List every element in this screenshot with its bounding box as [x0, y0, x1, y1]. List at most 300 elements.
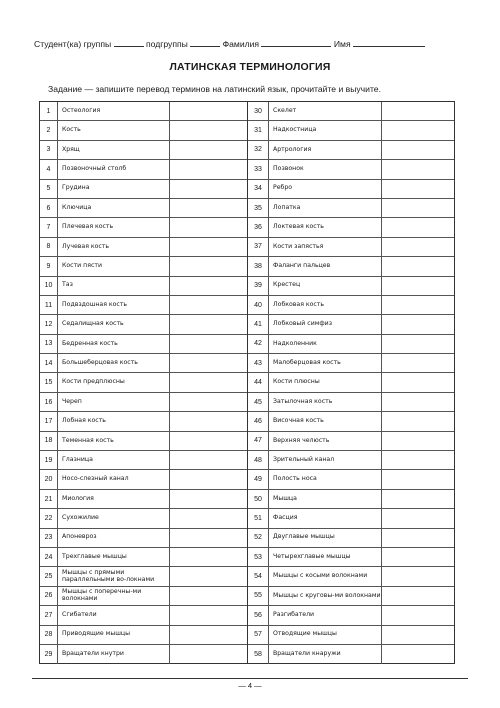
russian-term	[269, 529, 382, 547]
group-blank	[114, 38, 144, 47]
latin-answer-cell[interactable]	[382, 199, 454, 217]
table-row	[248, 199, 454, 218]
table-row	[248, 451, 454, 470]
row-number: 55	[248, 587, 269, 605]
term-text: Локтевая кость	[273, 223, 324, 231]
russian-term	[269, 296, 382, 314]
row-number: 43	[248, 354, 269, 372]
russian-term	[269, 470, 382, 488]
row-number: 5	[40, 180, 58, 198]
row-number: 28	[40, 626, 58, 644]
russian-term	[269, 373, 382, 391]
row-number: 42	[248, 335, 269, 353]
russian-term	[58, 238, 170, 256]
term-text: Сухожилие	[62, 514, 99, 522]
row-number: 36	[248, 218, 269, 236]
row-number: 16	[40, 393, 58, 411]
term-text: Теменная кость	[62, 436, 114, 444]
russian-term	[58, 393, 170, 411]
russian-term	[58, 141, 170, 159]
table-row	[40, 335, 247, 354]
row-number: 47	[248, 432, 269, 450]
russian-term	[58, 218, 170, 236]
russian-term	[58, 412, 170, 430]
term-text: Вращатели кнаружи	[273, 650, 341, 658]
row-number: 8	[40, 238, 58, 256]
term-text: Скелет	[273, 106, 297, 114]
row-number: 24	[40, 548, 58, 566]
russian-term	[269, 412, 382, 430]
term-text: Кости плюсны	[273, 378, 320, 386]
russian-term	[269, 141, 382, 159]
russian-term	[58, 451, 170, 469]
row-number: 49	[248, 470, 269, 488]
latin-answer-cell[interactable]	[170, 567, 247, 585]
term-text: Носо-слезный канал	[62, 475, 129, 483]
latin-answer-cell[interactable]	[170, 626, 247, 644]
row-number: 37	[248, 238, 269, 256]
latin-answer-cell[interactable]	[170, 606, 247, 624]
footer-divider	[32, 678, 468, 679]
row-number: 7	[40, 218, 58, 236]
russian-term	[269, 490, 382, 508]
row-number: 18	[40, 432, 58, 450]
term-text: Подвздошная кость	[62, 300, 128, 308]
table-row	[40, 412, 247, 431]
russian-term	[269, 548, 382, 566]
row-number: 4	[40, 160, 58, 178]
latin-answer-cell[interactable]	[170, 141, 247, 159]
row-number: 41	[248, 315, 269, 333]
russian-term	[58, 257, 170, 275]
table-row	[248, 354, 454, 373]
row-number: 54	[248, 567, 269, 585]
russian-term	[269, 199, 382, 217]
table-row	[248, 432, 454, 451]
row-number: 46	[248, 412, 269, 430]
latin-answer-cell[interactable]	[170, 432, 247, 450]
term-text: Таз	[62, 281, 73, 289]
russian-term	[58, 160, 170, 178]
table-row	[40, 626, 247, 645]
term-text: Верхняя челюсть	[273, 436, 330, 444]
latin-answer-cell[interactable]	[382, 567, 454, 585]
term-text: Бедренная кость	[62, 339, 118, 347]
latin-answer-cell[interactable]	[382, 470, 454, 488]
russian-term	[58, 199, 170, 217]
term-text: Фасция	[273, 514, 298, 522]
row-number: 2	[40, 121, 58, 139]
term-text: Седалищная кость	[62, 320, 124, 328]
table-row	[40, 160, 247, 179]
row-number: 20	[40, 470, 58, 488]
table-row	[40, 141, 247, 160]
table-row	[40, 315, 247, 334]
left-column	[40, 102, 248, 663]
table-row	[248, 296, 454, 315]
russian-term	[58, 180, 170, 198]
row-number: 13	[40, 335, 58, 353]
latin-answer-cell[interactable]	[382, 412, 454, 430]
table-row	[40, 121, 247, 140]
table-row	[248, 606, 454, 625]
latin-answer-cell[interactable]	[382, 626, 454, 644]
table-row	[40, 470, 247, 489]
latin-answer-cell[interactable]	[382, 509, 454, 527]
table-row	[248, 393, 454, 412]
table-row	[40, 296, 247, 315]
russian-term	[269, 626, 382, 644]
term-text: Мышцы с косыми волокнами	[273, 572, 368, 580]
table-row	[40, 432, 247, 451]
latin-answer-cell[interactable]	[382, 315, 454, 333]
row-number: 33	[248, 160, 269, 178]
term-text: Череп	[62, 397, 82, 405]
term-text: Отводящие мышцы	[273, 630, 337, 638]
row-number: 31	[248, 121, 269, 139]
term-text: Вращатели кнутри	[62, 650, 124, 658]
table-row	[248, 490, 454, 509]
table-row	[40, 102, 247, 121]
russian-term	[269, 102, 382, 120]
table-row	[248, 335, 454, 354]
latin-answer-cell[interactable]	[170, 277, 247, 295]
row-number: 40	[248, 296, 269, 314]
table-row	[248, 412, 454, 431]
name-label: Имя	[333, 39, 351, 49]
russian-term	[58, 509, 170, 527]
russian-term	[269, 567, 382, 585]
row-number: 44	[248, 373, 269, 391]
row-number: 29	[40, 645, 58, 664]
latin-answer-cell[interactable]	[170, 180, 247, 198]
latin-answer-cell[interactable]	[170, 102, 247, 120]
latin-answer-cell[interactable]	[170, 548, 247, 566]
term-text: Мышцы с прямыми параллельными во-локнами	[62, 568, 155, 583]
table-row	[40, 451, 247, 470]
russian-term	[269, 218, 382, 236]
russian-term	[269, 451, 382, 469]
term-text: Артрология	[273, 145, 312, 153]
latin-answer-cell[interactable]	[170, 645, 247, 664]
russian-term	[58, 121, 170, 139]
term-text: Ребро	[273, 184, 293, 192]
latin-answer-cell[interactable]	[382, 432, 454, 450]
russian-term	[58, 548, 170, 566]
term-text: Кости запястья	[273, 242, 324, 250]
latin-answer-cell[interactable]	[170, 315, 247, 333]
latin-answer-cell[interactable]	[170, 296, 247, 314]
russian-term	[269, 335, 382, 353]
row-number: 27	[40, 606, 58, 624]
latin-answer-cell[interactable]	[382, 645, 454, 664]
row-number: 30	[248, 102, 269, 120]
term-text: Кость	[62, 126, 81, 134]
term-text: Затылочная кость	[273, 397, 333, 405]
row-number: 48	[248, 451, 269, 469]
terminology-table	[39, 101, 455, 664]
term-text: Большеберцовая кость	[62, 358, 138, 366]
term-text: Приводящие мышцы	[62, 630, 130, 638]
table-row	[40, 587, 247, 606]
russian-term	[58, 567, 170, 585]
latin-answer-cell[interactable]	[170, 393, 247, 411]
row-number: 14	[40, 354, 58, 372]
russian-term	[58, 373, 170, 391]
row-number: 19	[40, 451, 58, 469]
term-text: Плечевая кость	[62, 223, 114, 231]
term-text: Грудина	[62, 184, 90, 192]
table-row	[40, 238, 247, 257]
term-text: Лобковая кость	[273, 300, 325, 308]
latin-answer-cell[interactable]	[170, 218, 247, 236]
russian-term	[58, 277, 170, 295]
russian-term	[269, 509, 382, 527]
latin-answer-cell[interactable]	[382, 354, 454, 372]
russian-term	[58, 432, 170, 450]
latin-answer-cell[interactable]	[382, 587, 454, 605]
table-row	[248, 645, 454, 664]
latin-answer-cell[interactable]	[170, 199, 247, 217]
page-title: ЛАТИНСКАЯ ТЕРМИНОЛОГИЯ	[169, 61, 331, 73]
russian-term	[58, 626, 170, 644]
latin-answer-cell[interactable]	[170, 412, 247, 430]
russian-term	[58, 296, 170, 314]
table-row	[248, 315, 454, 334]
latin-answer-cell[interactable]	[170, 335, 247, 353]
surname-label: Фамилия	[222, 39, 260, 49]
term-text: Кости пясти	[62, 262, 102, 270]
term-text: Лобковый симфиз	[273, 320, 332, 328]
row-number: 10	[40, 277, 58, 295]
table-row	[40, 218, 247, 237]
russian-term	[58, 102, 170, 120]
latin-answer-cell[interactable]	[170, 509, 247, 527]
table-row	[40, 393, 247, 412]
table-row	[40, 548, 247, 567]
latin-answer-cell[interactable]	[382, 102, 454, 120]
latin-answer-cell[interactable]	[382, 373, 454, 391]
russian-term	[58, 470, 170, 488]
latin-answer-cell[interactable]	[382, 451, 454, 469]
term-text: Полость носа	[273, 475, 317, 483]
latin-answer-cell[interactable]	[382, 121, 454, 139]
latin-answer-cell[interactable]	[382, 277, 454, 295]
term-text: Миология	[62, 494, 94, 502]
russian-term	[58, 529, 170, 547]
term-text: Двуглавые мышцы	[273, 533, 335, 541]
table-row	[248, 121, 454, 140]
table-row	[248, 160, 454, 179]
latin-answer-cell[interactable]	[382, 335, 454, 353]
russian-term	[269, 606, 382, 624]
latin-answer-cell[interactable]	[382, 257, 454, 275]
term-text: Ключица	[62, 203, 92, 211]
row-number: 39	[248, 277, 269, 295]
table-row	[40, 490, 247, 509]
row-number: 23	[40, 529, 58, 547]
russian-term	[58, 490, 170, 508]
surname-blank	[261, 38, 331, 47]
latin-answer-cell[interactable]	[382, 296, 454, 314]
row-number: 9	[40, 257, 58, 275]
table-row	[248, 102, 454, 121]
table-row	[248, 626, 454, 645]
table-row	[40, 529, 247, 548]
term-text: Сгибатели	[62, 611, 97, 619]
row-number: 1	[40, 102, 58, 120]
term-text: Глазница	[62, 455, 93, 463]
row-number: 56	[248, 606, 269, 624]
row-number: 25	[40, 567, 58, 585]
russian-term	[269, 160, 382, 178]
latin-answer-cell[interactable]	[170, 529, 247, 547]
russian-term	[269, 121, 382, 139]
russian-term	[269, 432, 382, 450]
latin-answer-cell[interactable]	[170, 121, 247, 139]
russian-term	[269, 238, 382, 256]
table-row	[248, 587, 454, 606]
russian-term	[269, 645, 382, 664]
row-number: 58	[248, 645, 269, 664]
table-row	[40, 509, 247, 528]
latin-answer-cell[interactable]	[170, 238, 247, 256]
latin-answer-cell[interactable]	[170, 354, 247, 372]
term-text: Кости предплюсны	[62, 378, 125, 386]
term-text: Разгибатели	[273, 611, 315, 619]
russian-term	[269, 587, 382, 605]
table-row	[248, 509, 454, 528]
term-text: Крестец	[273, 281, 301, 289]
row-number: 26	[40, 587, 58, 605]
latin-answer-cell[interactable]	[382, 548, 454, 566]
task-instruction: Задание — запишите перевод терминов на латинский язык, прочитайте и выучите.	[48, 84, 381, 94]
russian-term	[58, 354, 170, 372]
row-number: 22	[40, 509, 58, 527]
table-row	[248, 277, 454, 296]
term-text: Мышца	[273, 494, 297, 502]
row-number: 34	[248, 180, 269, 198]
table-row	[248, 257, 454, 276]
row-number: 38	[248, 257, 269, 275]
latin-answer-cell[interactable]	[170, 587, 247, 605]
latin-answer-cell[interactable]	[170, 160, 247, 178]
student-info-line	[34, 38, 464, 49]
table-row	[40, 567, 247, 586]
russian-term	[269, 257, 382, 275]
term-text: Апоневроз	[62, 533, 97, 541]
table-row	[40, 645, 247, 664]
latin-answer-cell[interactable]	[382, 529, 454, 547]
term-text: Малоберцовая кость	[273, 358, 341, 366]
right-column	[248, 102, 454, 663]
term-text: Зрительный канал	[273, 455, 335, 463]
row-number: 51	[248, 509, 269, 527]
latin-answer-cell[interactable]	[170, 451, 247, 469]
russian-term	[269, 277, 382, 295]
table-row	[40, 277, 247, 296]
table-row	[40, 354, 247, 373]
term-text: Хрящ	[62, 145, 80, 153]
latin-answer-cell[interactable]	[382, 160, 454, 178]
page-number: — 4 —	[238, 681, 262, 690]
latin-answer-cell[interactable]	[382, 180, 454, 198]
row-number: 35	[248, 199, 269, 217]
latin-answer-cell[interactable]	[170, 490, 247, 508]
latin-answer-cell[interactable]	[382, 141, 454, 159]
term-text: Мышцы с круговы-ми волокнами	[273, 591, 381, 599]
latin-answer-cell[interactable]	[170, 373, 247, 391]
term-text: Фаланги пальцев	[273, 262, 331, 270]
latin-answer-cell[interactable]	[382, 218, 454, 236]
name-blank	[353, 38, 425, 47]
term-text: Лопатка	[273, 203, 301, 211]
row-number: 17	[40, 412, 58, 430]
table-row	[248, 218, 454, 237]
table-row	[248, 141, 454, 160]
table-row	[248, 180, 454, 199]
latin-answer-cell[interactable]	[382, 606, 454, 624]
table-row	[248, 567, 454, 586]
subgroup-label: подгруппы	[145, 39, 188, 49]
table-row	[248, 529, 454, 548]
term-text: Позвоночный столб	[62, 165, 127, 173]
table-row	[248, 470, 454, 489]
term-text: Лобная кость	[62, 417, 106, 425]
table-row	[40, 180, 247, 199]
subgroup-blank	[190, 38, 220, 47]
row-number: 15	[40, 373, 58, 391]
russian-term	[269, 354, 382, 372]
term-text: Лучевая кость	[62, 242, 110, 250]
russian-term	[58, 587, 170, 605]
latin-answer-cell[interactable]	[170, 257, 247, 275]
russian-term	[269, 393, 382, 411]
student-group-label: Студент(ка) группы	[34, 39, 112, 49]
latin-answer-cell[interactable]	[170, 470, 247, 488]
term-text: Мышцы с поперечны-ми волокнами	[62, 588, 142, 602]
term-text: Остеология	[62, 106, 101, 114]
russian-term	[269, 180, 382, 198]
term-text: Трехглавые мышцы	[62, 552, 127, 560]
table-row	[248, 238, 454, 257]
row-number: 53	[248, 548, 269, 566]
table-row	[40, 257, 247, 276]
table-row	[40, 606, 247, 625]
table-row	[248, 548, 454, 567]
russian-term	[58, 315, 170, 333]
term-text: Позвонок	[273, 165, 304, 173]
table-row	[40, 199, 247, 218]
russian-term	[58, 645, 170, 664]
term-text: Четырехглавые мышцы	[273, 552, 351, 560]
latin-answer-cell[interactable]	[382, 238, 454, 256]
row-number: 50	[248, 490, 269, 508]
table-row	[248, 373, 454, 392]
latin-answer-cell[interactable]	[382, 393, 454, 411]
latin-answer-cell[interactable]	[382, 490, 454, 508]
russian-term	[58, 606, 170, 624]
row-number: 12	[40, 315, 58, 333]
russian-term	[58, 335, 170, 353]
row-number: 45	[248, 393, 269, 411]
russian-term	[269, 315, 382, 333]
term-text: Надколенник	[273, 339, 317, 347]
table-row	[40, 373, 247, 392]
row-number: 32	[248, 141, 269, 159]
row-number: 57	[248, 626, 269, 644]
term-text: Височная кость	[273, 417, 324, 425]
